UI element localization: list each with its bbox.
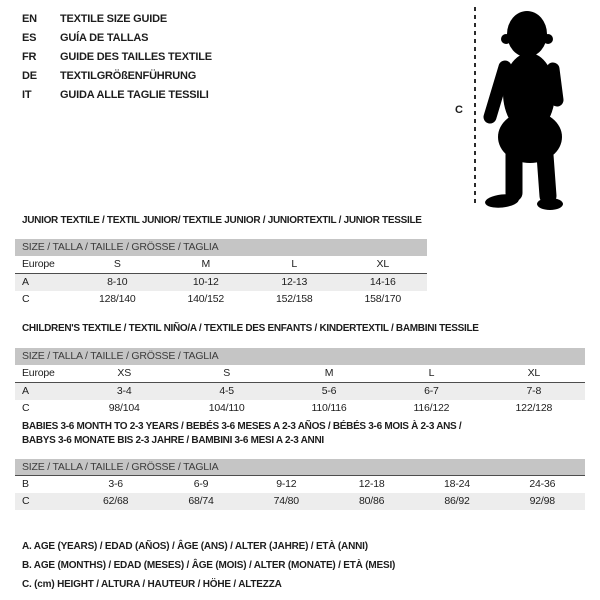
- value-cell: 98/104: [108, 402, 140, 414]
- value-cell: 86/92: [444, 495, 470, 507]
- size-cell: S: [223, 367, 231, 379]
- language-row-es: [22, 29, 212, 48]
- language-code: FR: [22, 51, 37, 63]
- height-measure-dashed-line: [474, 7, 476, 207]
- language-row-fr: [22, 48, 212, 67]
- row-label: Europe: [22, 367, 55, 379]
- legend-age-months: B. AGE (MONTHS) / EDAD (MESES) / ÂGE (MOIS) / ALTER (MONATE) / ETÀ (MESI): [22, 560, 396, 571]
- value-cell: 116/122: [413, 402, 450, 414]
- size-cell: M: [201, 258, 211, 270]
- row-label: A: [22, 385, 29, 397]
- value-cell: 128/140: [98, 293, 136, 305]
- junior-age-row: [15, 274, 427, 291]
- children-header-row: [15, 365, 585, 383]
- language-row-de: [22, 67, 212, 86]
- value-cell: 8-10: [107, 276, 128, 288]
- value-cell: 140/152: [187, 293, 225, 305]
- babies-size-table: [15, 459, 585, 510]
- language-label: GUIDA ALLE TAGLIE TESSILI: [60, 89, 209, 101]
- children-height-row: [15, 400, 585, 417]
- language-row-it: [22, 86, 212, 105]
- language-code: ES: [22, 32, 37, 44]
- height-measure-label: C: [455, 104, 463, 116]
- children-size-bar: SIZE / TALLA / TAILLE / GRÖSSE / TAGLIA: [15, 348, 585, 365]
- value-cell: 12-18: [358, 478, 385, 490]
- children-section-title: CHILDREN'S TEXTILE / TEXTIL NIÑO/A / TEXTILE DES ENFANTS / KINDERTEXTIL / BAMBINI TESSILE: [22, 323, 479, 334]
- language-label: GUÍA DE TALLAS: [60, 32, 149, 44]
- size-cell: XS: [117, 367, 131, 379]
- legend-age-years: A. AGE (YEARS) / EDAD (AÑOS) / ÂGE (ANS) / ALTER (JAHRE) / ETÀ (ANNI): [22, 541, 368, 552]
- language-label: GUIDE DES TAILLES TEXTILE: [60, 51, 212, 63]
- size-cell: L: [291, 258, 298, 270]
- legend-height-cm: C. (cm) HEIGHT / ALTURA / HAUTEUR / HÖHE / ALTEZZA: [22, 579, 282, 590]
- language-code: EN: [22, 13, 37, 25]
- row-label: C: [22, 402, 30, 414]
- value-cell: 104/110: [208, 402, 245, 414]
- value-cell: 5-6: [321, 385, 337, 397]
- value-cell: 122/128: [515, 402, 553, 414]
- value-cell: 80/86: [359, 495, 385, 507]
- babies-title-line-1: BABIES 3-6 MONTH TO 2-3 YEARS / BEBÉS 3-6 MESES A 2-3 AÑOS / BÉBÉS 3-6 MOIS À 2-3 ANS /: [22, 421, 462, 432]
- size-cell: L: [428, 367, 435, 379]
- baby-silhouette-icon: [480, 5, 600, 215]
- language-label: TEXTILGRÖßENFÜHRUNG: [60, 70, 197, 82]
- language-label: TEXTILE SIZE GUIDE: [60, 13, 168, 25]
- value-cell: 158/170: [364, 293, 402, 305]
- language-code: IT: [22, 89, 32, 101]
- babies-height-row: [15, 493, 585, 510]
- baby-figure-area: [450, 0, 600, 215]
- value-cell: 12-13: [281, 276, 308, 288]
- value-cell: 18-24: [444, 478, 470, 490]
- value-cell: 9-12: [276, 478, 297, 490]
- babies-size-bar: SIZE / TALLA / TAILLE / GRÖSSE / TAGLIA: [15, 459, 585, 476]
- value-cell: 6-7: [424, 385, 439, 397]
- value-cell: 110/116: [311, 402, 347, 414]
- value-cell: 62/68: [103, 495, 129, 507]
- value-cell: 24-36: [529, 478, 556, 490]
- size-cell: XL: [376, 258, 389, 270]
- children-size-table: [15, 348, 585, 417]
- value-cell: 4-5: [219, 385, 234, 397]
- value-cell: 7-8: [526, 385, 542, 397]
- babies-title-line-2: BABYS 3-6 MONATE BIS 2-3 JAHRE / BAMBINI 3-6 MESI A 2-3 ANNI: [22, 435, 324, 446]
- children-age-row: [15, 383, 585, 400]
- size-cell: M: [324, 367, 334, 379]
- value-cell: 68/74: [188, 495, 214, 507]
- junior-height-row: [15, 291, 427, 308]
- row-label: Europe: [22, 258, 55, 270]
- row-label: C: [22, 293, 30, 305]
- value-cell: 152/158: [275, 293, 313, 305]
- row-label: A: [22, 276, 29, 288]
- junior-section-title: JUNIOR TEXTILE / TEXTIL JUNIOR/ TEXTILE JUNIOR / JUNIORTEXTIL / JUNIOR TESSILE: [22, 215, 422, 226]
- junior-size-table: [15, 239, 427, 308]
- value-cell: 3-6: [108, 478, 123, 490]
- value-cell: 14-16: [369, 276, 396, 288]
- value-cell: 92/98: [529, 495, 555, 507]
- value-cell: 74/80: [273, 495, 299, 507]
- junior-size-bar: SIZE / TALLA / TAILLE / GRÖSSE / TAGLIA: [15, 239, 427, 256]
- value-cell: 6-9: [193, 478, 209, 490]
- babies-age-row: [15, 476, 585, 493]
- value-cell: 3-4: [116, 385, 132, 397]
- language-row-en: [22, 10, 212, 29]
- language-code: DE: [22, 70, 37, 82]
- size-cell: S: [113, 258, 121, 270]
- size-cell: XL: [527, 367, 541, 379]
- row-label: B: [22, 478, 29, 490]
- junior-header-row: [15, 256, 427, 274]
- row-label: C: [22, 495, 30, 507]
- language-list: [22, 10, 212, 105]
- legend-footnotes: [22, 537, 395, 594]
- value-cell: 10-12: [192, 276, 219, 288]
- babies-section-title: [22, 420, 512, 448]
